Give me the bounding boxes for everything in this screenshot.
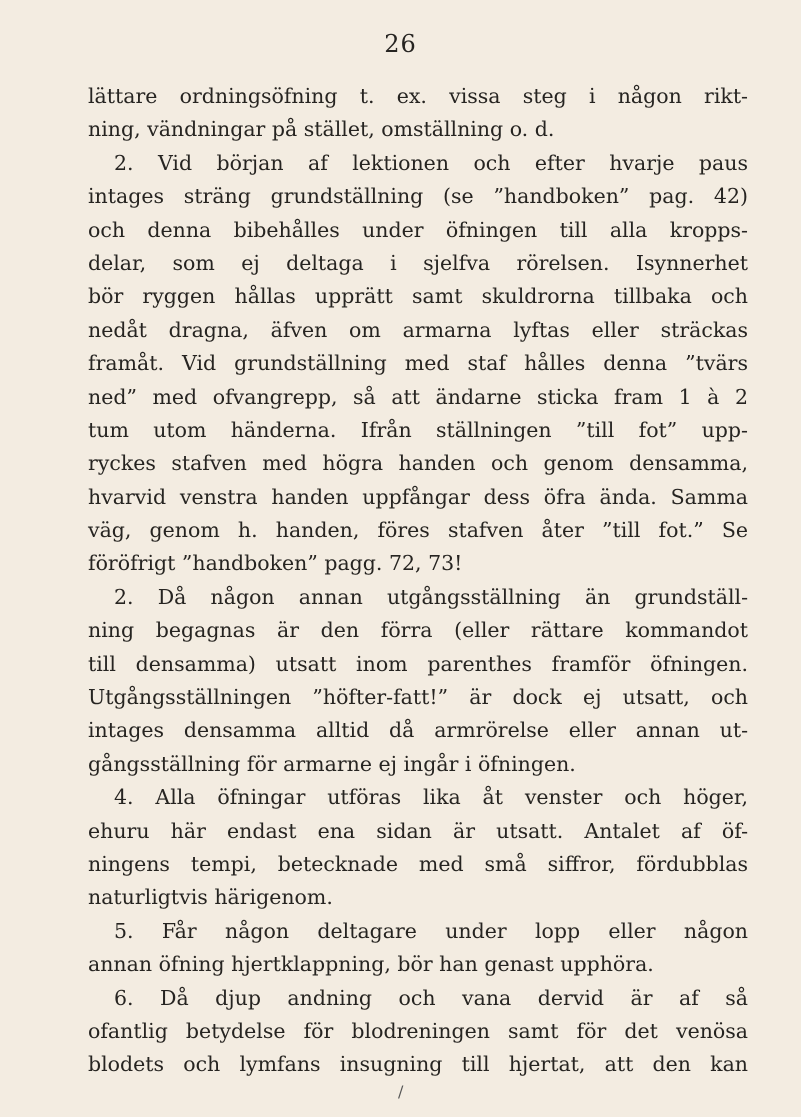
- text-line: och denna bibehålles under öfningen till alla kropps-: [88, 217, 748, 242]
- text-line: ryckes stafven med högra handen och genom densamma,: [88, 451, 748, 476]
- paragraph-start: 4. Alla öfningar utföras lika åt venster och höger,: [114, 785, 748, 810]
- paragraph-start: 6. Då djup andning och vana dervid är af så: [114, 985, 748, 1010]
- text-line: framåt. Vid grundställning med staf hålles denna ”tvärs: [88, 351, 748, 376]
- text-line: intages densamma alltid då armrörelse eller annan ut-: [88, 718, 748, 743]
- text-line: väg, genom h. handen, föres stafven åter ”till fot.” Se: [88, 518, 748, 543]
- paragraph-start: 2. Vid början af lektionen och efter hvarje paus: [114, 150, 748, 175]
- text-line: ning, vändningar på stället, omställning o. d.: [88, 117, 555, 142]
- text-line: ningens tempi, betecknade med små siffror, fördubblas: [88, 851, 748, 876]
- text-line: tum utom händerna. Ifrån ställningen ”till fot” upp-: [88, 417, 748, 442]
- paragraph-start: 2. Då någon annan utgångsställning än grundställ-: [114, 584, 748, 609]
- text-line: intages sträng grundställning (se ”handboken” pag. 42): [88, 184, 748, 209]
- text-line: bör ryggen hållas upprätt samt skuldrorna tillbaka och: [88, 284, 748, 309]
- page-number: 26: [384, 30, 417, 58]
- text-line: till densamma) utsatt inom parenthes framför öfningen.: [88, 651, 748, 676]
- text-line: ned” med ofvangrepp, så att ändarne sticka fram 1 à 2: [88, 384, 748, 409]
- text-line: gångsställning för armarne ej ingår i öfningen.: [88, 751, 576, 776]
- paragraph-start: 5. Får någon deltagare under lopp eller någon: [114, 918, 748, 943]
- text-line: delar, som ej deltaga i sjelfva rörelsen. Isynnerhet: [88, 250, 748, 275]
- text-line: blodets och lymfans insugning till hjertat, att den kan: [88, 1052, 748, 1077]
- printer-mark: /: [398, 1082, 404, 1101]
- text-line: Utgångsställningen ”höfter-fatt!” är dock ej utsatt, och: [88, 685, 748, 710]
- text-line: föröfrigt ”handboken” pagg. 72, 73!: [88, 551, 463, 576]
- text-line: nedåt dragna, äfven om armarna lyftas eller sträckas: [88, 317, 748, 342]
- text-line: lättare ordningsöfning t. ex. vissa steg i någon rikt-: [88, 84, 748, 108]
- text-line: ehuru här endast ena sidan är utsatt. Antalet af öf-: [88, 818, 748, 843]
- body-text: [88, 80, 748, 1082]
- text-line: naturligtvis härigenom.: [88, 885, 333, 910]
- text-line: ning begagnas är den förra (eller rättare kommandot: [88, 618, 748, 643]
- text-line: annan öfning hjertklappning, bör han genast upphöra.: [88, 952, 654, 977]
- text-line: hvarvid venstra handen uppfångar dess öfra ända. Samma: [88, 484, 748, 509]
- text-line: ofantlig betydelse för blodreningen samt för det venösa: [88, 1018, 748, 1043]
